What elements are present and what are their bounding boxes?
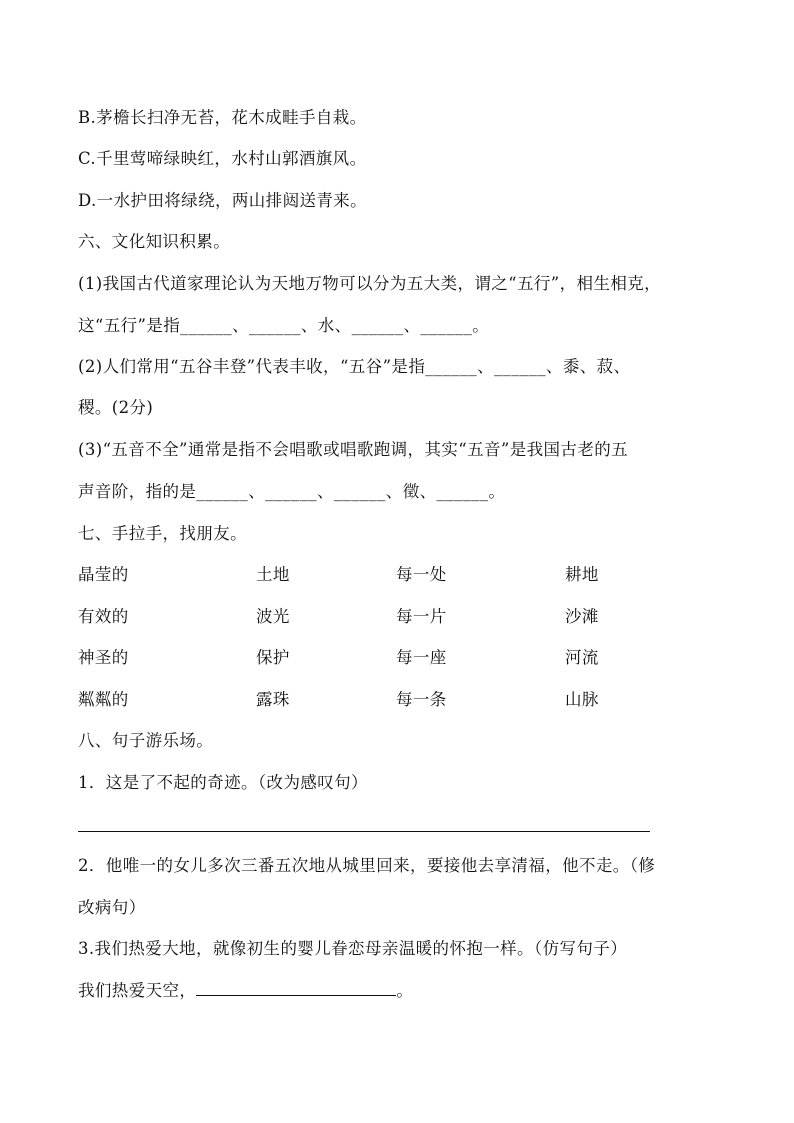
match-cell: 每一座 xyxy=(396,648,447,667)
match-cell: 耕地 xyxy=(565,565,599,584)
match-cell: 山脉 xyxy=(565,690,599,709)
match-cell: 粼粼的 xyxy=(78,690,129,709)
section-7-title: 七、手拉手，找朋友。 xyxy=(78,524,247,543)
match-cell: 每一条 xyxy=(396,690,447,709)
match-cell: 河流 xyxy=(565,648,599,667)
match-cell: 每一处 xyxy=(396,565,447,584)
section-6-q3-line1: (3)“五音不全”通常是指不会唱歌或唱歌跑调，其实“五音”是我国古老的五 xyxy=(78,440,629,459)
match-cell: 土地 xyxy=(256,565,290,584)
section-6-q2-line1: (2)人们常用“五谷丰登”代表丰收，“五谷”是指______、______、黍、菽、 xyxy=(78,357,631,376)
match-cell: 保护 xyxy=(256,648,290,667)
answer-prefix: 我们热爱天空， xyxy=(78,981,197,1000)
section-8-q1: 1．这是了不起的奇迹。（改为感叹句） xyxy=(78,773,368,792)
match-cell: 每一片 xyxy=(396,607,447,626)
match-cell: 露珠 xyxy=(256,690,290,709)
section-6-q1-line2: 这“五行”是指______、______、水、______、______。 xyxy=(78,316,490,335)
option-b: B.茅檐长扫净无苔，花木成畦手自栽。 xyxy=(78,108,367,127)
match-cell: 神圣的 xyxy=(78,648,129,667)
match-cell: 有效的 xyxy=(78,607,129,626)
option-c: C.千里莺啼绿映红，水村山郭酒旗风。 xyxy=(78,149,367,168)
section-6-q1-line1: (1)我国古代道家理论认为天地万物可以分为五大类，谓之“五行”，相生相克， xyxy=(78,274,662,293)
section-8-q3: 3.我们热爱大地，就像初生的婴儿眷恋母亲温暖的怀抱一样。（仿写句子） xyxy=(78,939,628,958)
section-8-q3-answer xyxy=(78,981,413,1001)
answer-line[interactable] xyxy=(78,831,650,832)
section-6-q2-line2: 稷。(2分) xyxy=(78,398,154,417)
fill-blank[interactable] xyxy=(196,981,396,996)
section-8-q2-line2: 改病句） xyxy=(78,898,146,917)
match-cell: 沙滩 xyxy=(565,607,599,626)
section-8-q2-line1: 2．他唯一的女儿多次三番五次地从城里回来，要接他去享清福，他不走。（修 xyxy=(78,856,656,875)
section-6-q3-line2: 声音阶，指的是______、______、______、徵、______。 xyxy=(78,482,506,501)
option-d: D.一水护田将绿绕，两山排闼送青来。 xyxy=(78,191,368,210)
section-6-title: 六、文化知识积累。 xyxy=(78,232,231,251)
section-8-title: 八、句子游乐场。 xyxy=(78,731,214,750)
match-cell: 波光 xyxy=(256,607,290,626)
match-cell: 晶莹的 xyxy=(78,565,129,584)
answer-suffix: 。 xyxy=(396,981,414,1000)
